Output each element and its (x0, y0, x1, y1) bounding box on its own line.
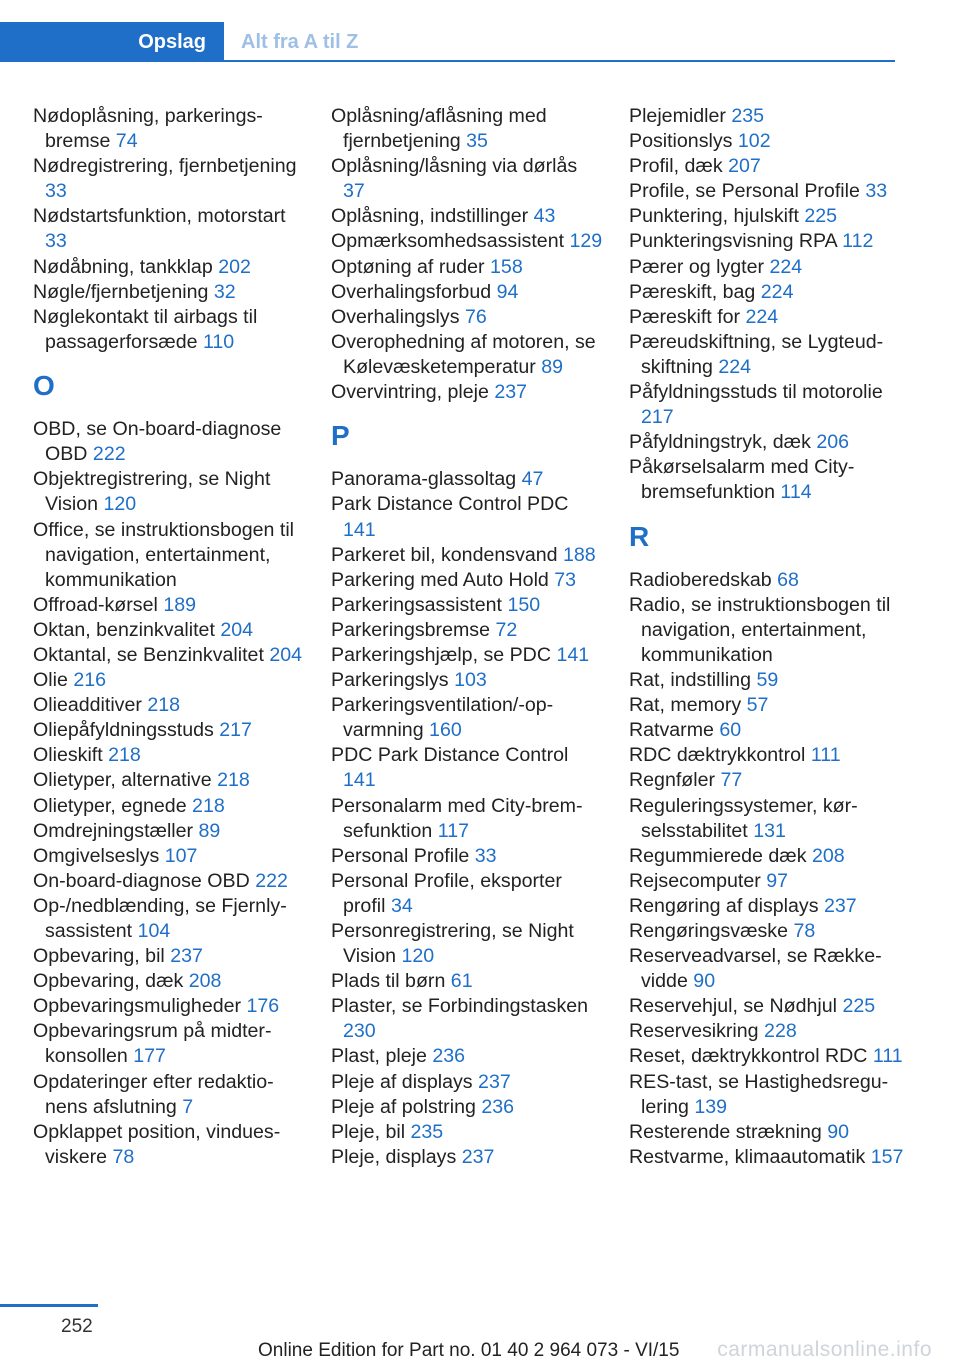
index-entry (33, 305, 305, 355)
page-link[interactable]: 74 (115, 130, 138, 153)
page-number-rule (0, 1304, 98, 1307)
index-entry (629, 869, 904, 894)
index-entry (331, 255, 603, 280)
tab-opslag[interactable]: Opslag (0, 22, 224, 62)
index-entry-text: Omgivelseslys (33, 844, 160, 867)
page-header (0, 22, 895, 62)
index-entry (331, 693, 603, 743)
index-entry (331, 1120, 603, 1145)
index-entry-text: Personregistrering, se Night Vision (331, 920, 574, 968)
index-entry (331, 1145, 603, 1170)
section-letter: P (331, 420, 350, 452)
index-entry-text: Nødstartsfunktion, motorstart (33, 205, 286, 228)
index-entry (331, 204, 603, 229)
page-link[interactable]: 217 (219, 719, 252, 742)
page-link[interactable]: 189 (163, 593, 197, 616)
index-entry-text: Regnføler (629, 769, 716, 792)
index-entry-text: Reguleringssystemer, kørselsstabilitet (629, 794, 858, 842)
index-entry-text: Påfyldningsstuds til motorolie (629, 381, 883, 404)
index-entry-text: Rat, indstilling (629, 669, 751, 692)
index-entry-text: Profil, dæk (629, 155, 723, 178)
index-entry (33, 668, 305, 693)
index-entry (629, 104, 904, 129)
index-entry (33, 743, 305, 768)
index-entry (331, 229, 603, 254)
page-link[interactable]: 59 (756, 669, 779, 692)
page-link[interactable]: 224 (745, 305, 779, 328)
index-entry (33, 104, 305, 154)
index-entry-text: Olie (33, 669, 68, 692)
page-link[interactable]: 131 (753, 819, 786, 842)
index-entry-text: Opbevaring, bil (33, 945, 165, 968)
page-link[interactable]: 43 (533, 205, 556, 228)
page-link[interactable]: 176 (246, 995, 280, 1018)
index-entry (33, 593, 305, 618)
index-entry (33, 643, 305, 668)
index-entry-text: Reservehjul, se Nødhjul (629, 995, 838, 1018)
page-link[interactable]: 204 (220, 618, 254, 641)
page-link[interactable]: 188 (563, 543, 596, 566)
index-entry-text: Plast, pleje (331, 1045, 427, 1068)
section-letter: R (629, 520, 650, 552)
page-link[interactable]: 90 (827, 1120, 850, 1143)
index-entry-text: Overhalingsforbud (331, 280, 492, 303)
index-entry (33, 894, 305, 944)
index-entry-text: Olieskift (33, 744, 103, 767)
index-entry (331, 994, 603, 1044)
page-link[interactable]: 120 (103, 493, 137, 516)
index-entry-text: Rat, memory (629, 694, 742, 717)
watermark: carmanualsonline.info (717, 1338, 932, 1361)
index-entry (331, 668, 603, 693)
page-link[interactable]: 237 (478, 1070, 511, 1093)
index-entry-text: Personalarm med City-bremsefunktion (331, 794, 583, 842)
index-entry (629, 1019, 904, 1044)
page-link[interactable]: 102 (737, 130, 771, 153)
index-entry-text: Panorama-glassoltag (331, 468, 517, 491)
index-entry (33, 154, 305, 204)
index-entry-text: Oliepåfyldningsstuds (33, 719, 214, 742)
page-link[interactable]: 218 (192, 794, 225, 817)
page-link[interactable]: 112 (842, 230, 874, 253)
index-entry-text: Rengøring af displays (629, 894, 819, 917)
page-link[interactable]: 77 (720, 769, 743, 792)
index-entry (33, 280, 305, 305)
index-entry-text: On-board-diagnose OBD (33, 869, 250, 892)
index-entry (331, 154, 603, 204)
index-entry-text: Parkeret bil, kondensvand (331, 543, 558, 566)
index-entry (629, 668, 904, 693)
index-entry-text: Reset, dæktrykkontrol RDC (629, 1045, 868, 1068)
index-entry (629, 844, 904, 869)
index-entry-text: Plads til børn (331, 970, 446, 993)
index-entry-text: Op-/nedblænding, se Fjernlysassistent (33, 894, 287, 942)
page-link[interactable]: 111 (872, 1045, 903, 1068)
page-link[interactable]: 217 (641, 406, 674, 429)
page-link[interactable]: 141 (556, 643, 590, 666)
index-entry (331, 919, 603, 969)
page-link[interactable]: 237 (461, 1145, 495, 1168)
page-link[interactable]: 76 (464, 305, 487, 328)
index-entry (629, 255, 904, 280)
page-link[interactable]: 35 (466, 130, 488, 153)
page-link[interactable]: 78 (793, 920, 816, 942)
index-entry (33, 518, 305, 593)
index-entry (331, 1095, 603, 1120)
index-entry-text: Personal Profile (331, 844, 470, 867)
index-entry-text: Rejsecomputer (629, 869, 761, 892)
page-link[interactable]: 47 (521, 468, 544, 491)
index-entry-text: RDC dæktrykkontrol (629, 744, 806, 767)
page-link[interactable]: 177 (133, 1045, 166, 1068)
index-entry-text: Objektregistrering, se Night Vision (33, 468, 271, 516)
page-link[interactable]: 224 (769, 255, 803, 278)
index-entry (331, 330, 603, 380)
index-entry-text: Plejemidler (629, 105, 726, 127)
index-entry (629, 768, 904, 793)
index-entry (629, 919, 904, 944)
page-link[interactable]: 33 (45, 180, 67, 203)
index-entry-text: Profile, se Personal Profile (629, 180, 860, 203)
index-entry (629, 154, 904, 179)
index-entry-text: Parkeringsventilation/-opvarmning (331, 694, 554, 742)
page-link[interactable]: 90 (693, 970, 716, 993)
page-link[interactable]: 222 (92, 443, 126, 466)
page-link[interactable]: 218 (217, 769, 250, 792)
index-entry-text: Parkeringsassistent (331, 593, 502, 616)
index-entry (629, 305, 904, 330)
index-entry (331, 1044, 603, 1069)
index-entry-text: Pleje af displays (331, 1070, 473, 1093)
page-link[interactable]: 34 (390, 894, 413, 917)
index-entry (629, 944, 904, 994)
index-entry (33, 869, 305, 894)
index-entry (331, 543, 603, 568)
index-entry-text: Opdateringer efter redaktionens afslutning (33, 1070, 274, 1118)
index-entry-text: Overophedning af motoren, se Kølevæsketemperatur (331, 330, 596, 378)
index-entry (33, 1120, 305, 1170)
index-entry (331, 794, 603, 844)
page-number: 252 (61, 1316, 93, 1337)
index-entry-text: Opklappet position, vinduesviskere (33, 1120, 281, 1168)
index-entry-text: Offroad-kørsel (33, 593, 158, 616)
page-link[interactable]: 160 (429, 719, 462, 742)
index-entry (629, 743, 904, 768)
page-link[interactable]: 157 (870, 1145, 904, 1168)
index-entry (331, 969, 603, 994)
page-link[interactable]: 33 (865, 180, 888, 203)
index-entry-text: Resterende strækning (629, 1120, 822, 1143)
index-entry-text: Opbevaringsmuligheder (33, 995, 242, 1018)
page-link[interactable]: 107 (164, 844, 198, 867)
index-entry (33, 994, 305, 1019)
index-entry (331, 844, 603, 869)
index-entry (33, 1019, 305, 1069)
index-entry-text: Pleje, bil (331, 1120, 406, 1143)
page-link[interactable]: 141 (343, 518, 376, 541)
index-entry (629, 1145, 904, 1170)
index-entry-text: Pæreudskiftning, se Lygteudskiftning (629, 330, 884, 378)
index-entry (33, 969, 305, 994)
index-entry-text: Nødåbning, tankklap (33, 255, 213, 278)
page-link[interactable]: 120 (401, 945, 435, 968)
index-entry (331, 305, 603, 330)
index-entry-text: Personal Profile, eksporter profil (331, 869, 562, 917)
index-entry-text: Pæreskift for (629, 305, 741, 328)
index-entry (33, 618, 305, 643)
index-entry (629, 1044, 904, 1069)
index-entry-text: Oplåsning/aflåsning med fjernbetjening (331, 105, 547, 153)
page-link[interactable]: 207 (728, 155, 761, 178)
index-entry (629, 280, 904, 305)
page-link[interactable]: 216 (73, 669, 107, 692)
index-entry (629, 129, 904, 154)
index-entry-text: Radioberedskab (629, 568, 772, 591)
page-link[interactable]: 57 (746, 694, 769, 717)
page-link[interactable]: 235 (731, 105, 765, 127)
page-link[interactable]: 114 (780, 481, 812, 504)
index-entry (33, 944, 305, 969)
page-link[interactable]: 150 (507, 593, 541, 616)
index-entry-text: Reserveadvarsel, se Rækkevidde (629, 945, 882, 993)
index-entry-text: Opbevaringsrum på midterkonsollen (33, 1020, 272, 1068)
index-entry (331, 380, 603, 405)
index-entry-text: Olietyper, alternative (33, 769, 212, 792)
index-entry (33, 204, 305, 254)
index-column-3 (629, 104, 904, 1170)
index-entry-text: Nødregistrering, fjernbetjening (33, 155, 297, 178)
index-entry (629, 718, 904, 743)
index-entry (629, 380, 904, 430)
page-link[interactable]: 224 (718, 355, 752, 378)
page-link[interactable]: 228 (764, 1020, 797, 1043)
index-entry (629, 593, 904, 668)
index-entry-text: Nødoplåsning, parkeringsbremse (33, 105, 263, 153)
index-entry (33, 844, 305, 869)
index-entry-text: Park Distance Control PDC (331, 493, 569, 516)
page-link[interactable]: 60 (719, 719, 742, 742)
index-entry-text: Reservesikring (629, 1020, 759, 1043)
index-entry (331, 1070, 603, 1095)
index-entry (33, 794, 305, 819)
page-link[interactable]: 204 (269, 643, 303, 666)
index-entry (629, 179, 904, 204)
index-entry (629, 204, 904, 229)
index-entry-text: Oktan, benzinkvalitet (33, 618, 215, 641)
index-entry (33, 819, 305, 844)
index-entry-text: Restvarme, klimaautomatik (629, 1145, 866, 1168)
index-entry-text: Parkeringslys (331, 669, 449, 692)
index-entry-text: Pærer og lygter (629, 255, 765, 278)
page-link[interactable]: 218 (108, 744, 141, 767)
index-entry (629, 455, 904, 505)
index-entry-text: Opbevaring, dæk (33, 970, 184, 993)
index-entry-text: Påfyldningstryk, dæk (629, 431, 811, 454)
page-link[interactable]: 235 (410, 1120, 444, 1143)
index-entry-text: Opmærksomhedsassistent (331, 230, 565, 253)
page-link[interactable]: 32 (213, 280, 236, 303)
index-entry (331, 593, 603, 618)
index-entry-text: Olietyper, egnede (33, 794, 187, 817)
index-entry-text: Rengøringsvæske (629, 920, 788, 942)
index-entry (33, 768, 305, 793)
index-entry (629, 330, 904, 380)
index-column-1 (33, 104, 305, 1170)
index-entry-text: Punktering, hjulskift (629, 205, 799, 228)
index-entry-text: Nøglekontakt til airbags til passagerforsæde (33, 305, 258, 353)
index-entry-text: Plaster, se Forbindingstasken (331, 995, 589, 1018)
index-entry (331, 869, 603, 919)
index-entry-text: Omdrejningstæller (33, 819, 194, 842)
index-entry-text: Oktantal, se Benzinkvalitet (33, 643, 264, 666)
index-entry-text: Positionslys (629, 130, 733, 153)
page-link[interactable]: 236 (432, 1045, 466, 1068)
index-entry-text: Ratvarme (629, 719, 714, 742)
page-link[interactable]: 61 (450, 970, 473, 993)
index-entry (331, 568, 603, 593)
index-entry-text: Oplåsning/låsning via dørlås (331, 155, 578, 178)
index-entry-text: Regummierede dæk (629, 844, 807, 867)
index-entry-text: Office, se instruktionsbogen til navigation, entertainment, kommunikation (33, 518, 295, 591)
index-entry (629, 994, 904, 1019)
index-entry (629, 1120, 904, 1145)
index-entry (33, 693, 305, 718)
index-entry-text: Oplåsning, indstillinger (331, 205, 529, 228)
page-link[interactable]: 222 (255, 869, 288, 892)
index-entry (331, 467, 603, 492)
page-link[interactable]: 237 (494, 381, 528, 404)
index-entry-text: Overvintring, pleje (331, 381, 489, 404)
page-link[interactable]: 73 (554, 568, 577, 591)
index-entry-text: Parkering med Auto Hold (331, 568, 549, 591)
index-entry-text: Overhalingslys (331, 305, 460, 328)
page-link[interactable]: 117 (437, 819, 470, 842)
index-entry (331, 492, 603, 542)
page-link[interactable]: 206 (816, 431, 850, 454)
index-entry (629, 693, 904, 718)
page-link[interactable]: 33 (474, 844, 497, 867)
index-entry (629, 1070, 904, 1120)
page-link[interactable]: 89 (541, 355, 563, 378)
index-entry-text: Parkeringsbremse (331, 618, 490, 641)
page-link[interactable]: 103 (454, 669, 487, 692)
page-link[interactable]: 33 (45, 230, 67, 253)
edition-footer: Online Edition for Part no. 01 40 2 964 073 - VI/15 (258, 1340, 680, 1361)
page-link[interactable]: 208 (188, 970, 222, 993)
page-link[interactable]: 236 (481, 1095, 515, 1118)
page-link[interactable]: 104 (137, 920, 171, 942)
index-entry (629, 794, 904, 844)
section-letter: O (33, 369, 55, 401)
index-entry (33, 417, 305, 467)
index-entry (33, 255, 305, 280)
page-link[interactable]: 89 (198, 819, 221, 842)
index-entry-text: Pæreskift, bag (629, 280, 756, 303)
page-link[interactable]: 218 (147, 694, 181, 717)
page-link[interactable]: 37 (343, 180, 365, 203)
index-entry-text: Optøning af ruder (331, 255, 485, 278)
index-entry (331, 104, 603, 154)
header-divider (0, 60, 895, 62)
index-entry (33, 1070, 305, 1120)
index-entry (629, 430, 904, 455)
index-column-2 (331, 104, 603, 1170)
page-link[interactable]: 208 (811, 844, 845, 867)
page-link[interactable]: 72 (495, 618, 518, 641)
index-entry-text: Pleje, displays (331, 1145, 457, 1168)
page-link[interactable]: 139 (694, 1095, 728, 1118)
page-link[interactable]: 225 (842, 995, 876, 1018)
index-entry (33, 467, 305, 517)
index-entry-text: OBD, se On-board-diagnose OBD (33, 418, 282, 466)
index-entry-text: Punkteringsvisning RPA (629, 230, 837, 253)
page-link[interactable]: 7 (182, 1095, 194, 1118)
page-link[interactable]: 224 (760, 280, 794, 303)
page-link[interactable]: 225 (804, 205, 838, 228)
index-entry (629, 568, 904, 593)
page-link[interactable]: 230 (343, 1020, 376, 1043)
index-entry (331, 618, 603, 643)
page-link[interactable]: 97 (766, 869, 789, 892)
page-link[interactable]: 237 (170, 945, 203, 968)
index-entry (331, 743, 603, 793)
page-link[interactable]: 68 (777, 568, 799, 591)
page-link[interactable]: 94 (496, 280, 519, 303)
index-entry-text: Nøgle/fjernbetjening (33, 280, 209, 303)
index-entry-text: RES-tast, se Hastighedsregulering (629, 1070, 889, 1118)
page-link[interactable]: 202 (218, 255, 251, 278)
index-entry-text: PDC Park Distance Control (331, 744, 569, 767)
index-entry-text: Pleje af polstring (331, 1095, 476, 1118)
page-link[interactable]: 78 (112, 1145, 135, 1168)
page-link[interactable]: 110 (202, 330, 235, 353)
index-entry (331, 280, 603, 305)
index-entry (629, 229, 904, 254)
page-link[interactable]: 158 (490, 255, 523, 278)
index-entry-text: Parkeringshjælp, se PDC (331, 643, 551, 666)
tab-alt-fra-a-til-z[interactable]: Alt fra A til Z (241, 30, 359, 53)
index-entry (629, 894, 904, 919)
index-entry-text: Påkørselsalarm med City-bremsefunktion (629, 456, 855, 504)
index-entry-text: Radio, se instruktionsbogen til navigation, entertainment, kommunikation (629, 593, 891, 666)
page-link[interactable]: 111 (810, 744, 841, 767)
page-link[interactable]: 237 (823, 894, 857, 917)
page-link[interactable]: 129 (569, 230, 603, 253)
index-entry-text: Olieadditiver (33, 694, 142, 717)
index-entry (33, 718, 305, 743)
page-link[interactable]: 141 (343, 769, 376, 792)
index-entry (331, 643, 603, 668)
